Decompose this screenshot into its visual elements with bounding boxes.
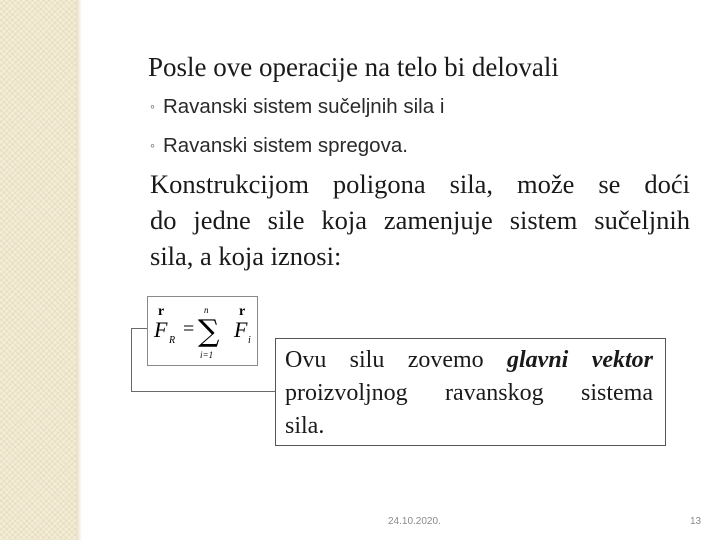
- bullet-item-2: [150, 166, 690, 274]
- equals-sign: =: [183, 318, 195, 340]
- rhs-symbol: F: [234, 317, 248, 342]
- bullet-marker: [133, 50, 148, 84]
- callout-connector-vertical: [131, 328, 132, 391]
- bullet-item-1: [133, 50, 559, 84]
- sub-bullet-item-2: [150, 133, 408, 160]
- callout-connector-top: [131, 328, 147, 329]
- page-number: 13: [690, 516, 702, 527]
- vector-mark-lhs: r: [158, 304, 165, 319]
- sub-bullet-item-1: [150, 94, 444, 121]
- vector-mark-rhs: r: [239, 304, 246, 319]
- callout-line-1: Ovu silu zovemo glavni vektor: [285, 347, 654, 373]
- bullet-2-line-3: sila, a koja iznosi:: [150, 241, 342, 271]
- lhs-subscript: R: [169, 335, 176, 346]
- callout-connector-bottom: [131, 391, 275, 392]
- bullet-2-line-2: do jedne sile koja zamenjuje sistem sučeljnih: [150, 205, 690, 235]
- bullet-1-text: Posle ove operacije na telo bi delovali: [148, 52, 559, 82]
- sub-bullet-2-text: Ravanski sistem spregova.: [162, 134, 408, 157]
- bullet-2-line-1: Konstrukcijom poligona sila, može se doći: [150, 169, 690, 199]
- formula-graphic: [148, 297, 257, 365]
- definition-callout: [275, 338, 666, 446]
- footer-date: 24.10.2020.: [388, 516, 441, 527]
- bullet-2-marker-row: [133, 168, 148, 202]
- emphasis-term: glavni vektor: [507, 347, 654, 373]
- callout-line-2: proizvoljnog ravanskog sistema: [285, 380, 653, 406]
- sub-bullet-1-text: Ravanski sistem sučeljnih sila i: [162, 95, 445, 118]
- lhs-symbol: F: [154, 317, 168, 342]
- sum-lower-limit: i=1: [200, 350, 214, 360]
- rhs-subscript: i: [248, 335, 251, 346]
- sub-bullet-marker: ◦: [150, 137, 155, 153]
- bullet-marker: [133, 168, 148, 202]
- resultant-formula: [147, 296, 258, 366]
- sum-upper-limit: n: [204, 305, 209, 315]
- callout-line-3: sila.: [285, 413, 325, 439]
- summation-sign: ∑: [198, 314, 220, 349]
- decorative-side-strip: [0, 0, 76, 540]
- side-strip-edge: [76, 0, 82, 540]
- sub-bullet-marker: ◦: [150, 98, 155, 114]
